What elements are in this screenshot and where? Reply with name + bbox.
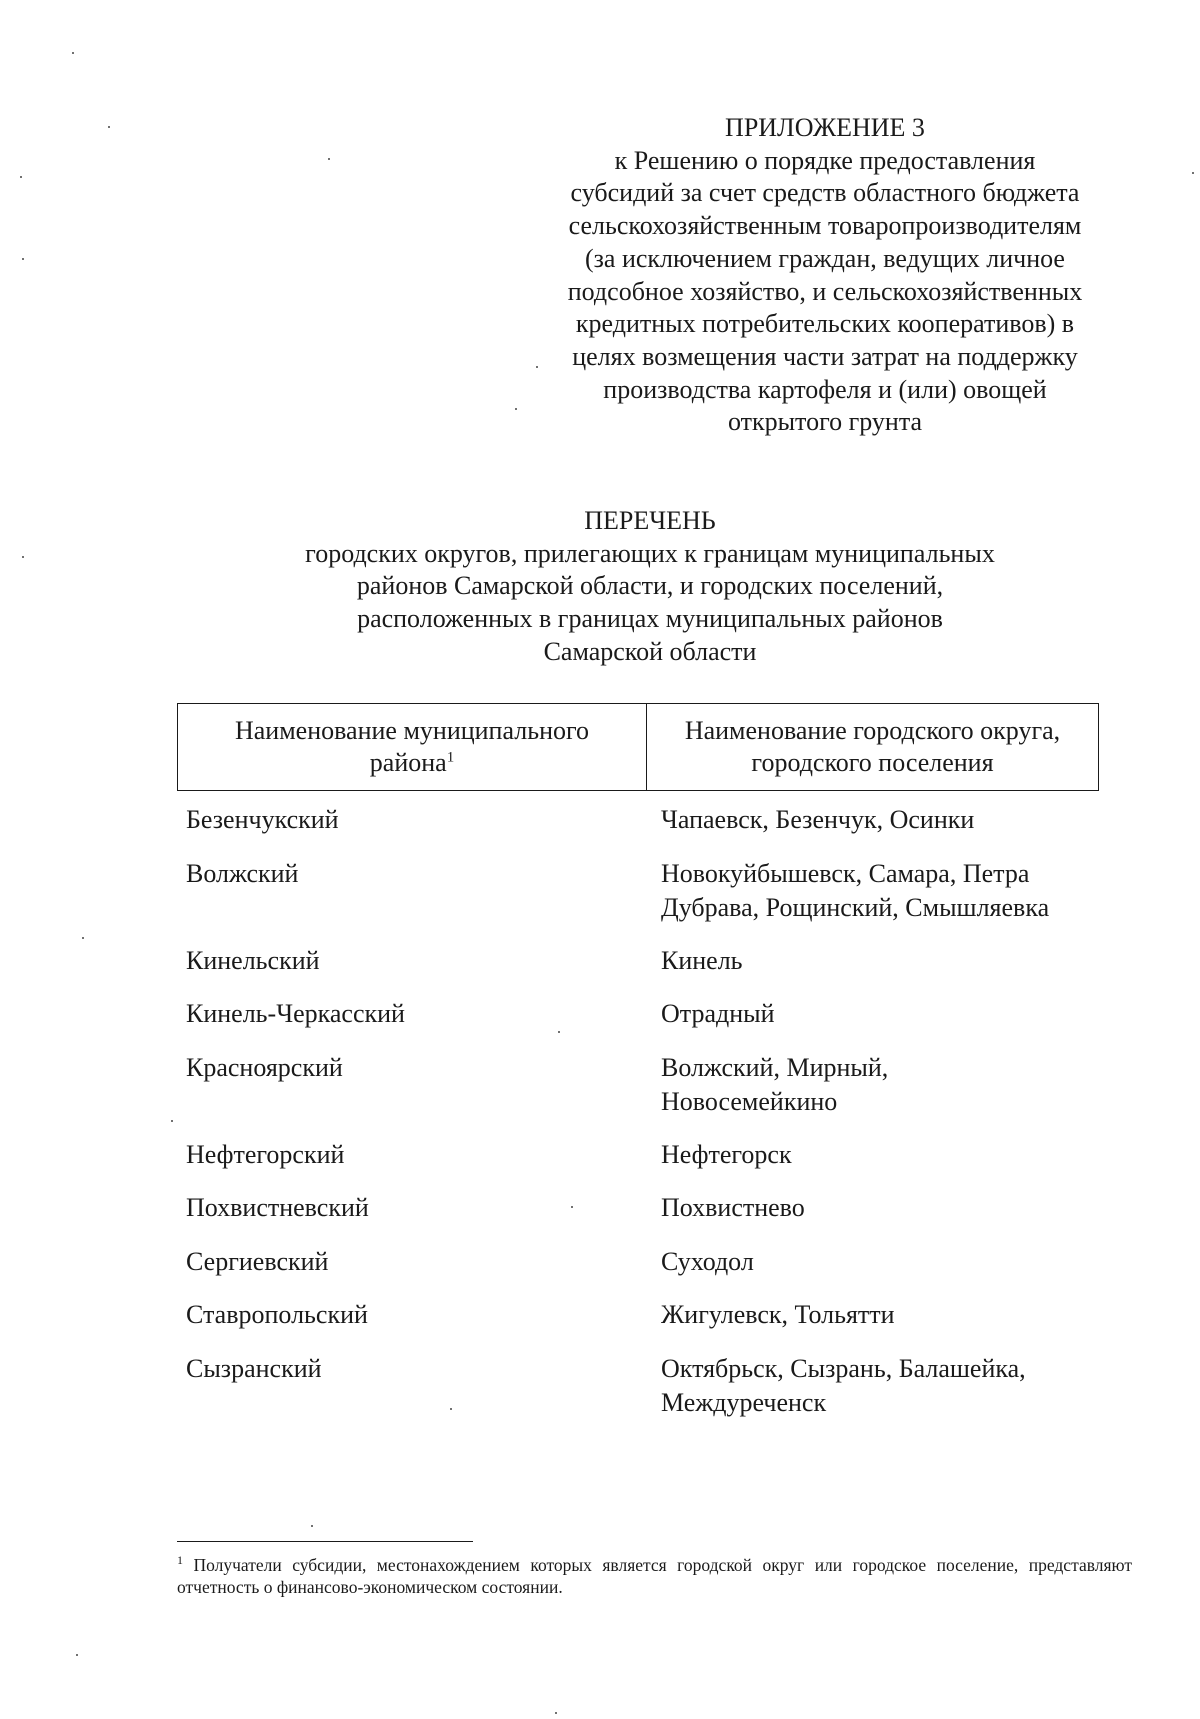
district-cell (177, 944, 647, 998)
settlement-names: Новосемейкино (661, 1086, 838, 1116)
appendix-line: (за исключением граждан, ведущих личное (585, 243, 1065, 273)
appendix-line: к Решению о порядке предоставления (614, 145, 1036, 175)
scan-speck (450, 1408, 452, 1410)
header-district-line-1: Наименование муниципального (234, 716, 590, 745)
scan-speck (76, 1654, 78, 1656)
district-cell (177, 1352, 647, 1439)
scan-speck (72, 52, 74, 54)
scan-speck (108, 126, 110, 128)
scan-speck (82, 937, 84, 939)
table-row (177, 1352, 1099, 1439)
list-subtitle-line: городских округов, прилегающих к границам муниципальных (305, 538, 995, 568)
table-row (177, 1245, 1099, 1299)
table-row (177, 997, 1099, 1051)
appendix-line: сельскохозяйственным товаропроизводителям (568, 211, 1082, 241)
scan-speck (22, 258, 24, 260)
list-subtitle-line: районов Самарской области, и городских поселений, (356, 571, 944, 601)
district-cell (177, 857, 647, 944)
appendix-line: открытого грунта (727, 407, 923, 437)
settlement-cell (647, 803, 1099, 857)
district-name: Сергиевский (186, 1246, 329, 1276)
scan-speck (515, 408, 517, 410)
scan-speck (536, 366, 538, 368)
district-cell (177, 1245, 647, 1299)
footnote-text: Получатели субсидии, местонахождением которых является городской округ или городское поселение, представляют отчетность о финансово-экономическом состоянии. (177, 1555, 1133, 1597)
district-cell (177, 1138, 647, 1192)
table-row (177, 1051, 1099, 1138)
appendix-line: подсобное хозяйство, и сельскохозяйственных (567, 276, 1083, 306)
table-row (177, 1138, 1099, 1192)
table-row (177, 944, 1099, 998)
header-district-word: района (369, 748, 447, 777)
settlement-names: Чапаевск, Безенчук, Осинки (661, 805, 975, 834)
list-heading: ПЕРЕЧЕНЬ (584, 506, 716, 535)
scan-speck (311, 1525, 313, 1527)
settlement-names: Дубрава, Рощинский, Смышляевка (661, 892, 1050, 922)
district-name: Нефтегорский (186, 1139, 345, 1169)
table-header (177, 703, 1099, 791)
table-row (177, 803, 1099, 857)
district-cell (177, 997, 647, 1051)
district-name: Кинель-Черкасский (186, 999, 405, 1028)
header-settlement (647, 704, 1098, 790)
settlement-names: Кинель (661, 945, 743, 975)
appendix-line: целях возмещения части затрат на поддержку (572, 341, 1078, 371)
district-name: Похвистневский (186, 1193, 369, 1222)
settlement-names: Волжский, Мирный, (661, 1052, 889, 1082)
scan-speck (171, 1120, 173, 1122)
header-settlement-line-2: городского поселения (751, 748, 994, 777)
appendix-line: субсидий за счет средств областного бюджета (570, 178, 1080, 208)
settlement-names: Нефтегорск (661, 1139, 792, 1169)
scan-speck (1192, 172, 1194, 174)
scan-speck (20, 176, 22, 178)
settlement-names: Похвистнево (661, 1193, 805, 1222)
table-row (177, 1191, 1099, 1245)
scan-speck (328, 158, 330, 160)
footnote-rule (177, 1541, 473, 1542)
list-subtitle-line: расположенных в границах муниципальных районов (357, 604, 943, 634)
scan-speck (571, 1206, 573, 1208)
appendix-line: производства картофеля и (или) овощей (603, 374, 1047, 404)
settlement-names: Междуреченск (661, 1387, 827, 1417)
district-name: Ставропольский (186, 1300, 368, 1329)
settlement-cell (647, 1138, 1099, 1192)
district-cell (177, 803, 647, 857)
district-cell (177, 1298, 647, 1352)
footnote-mark: 1 (446, 749, 455, 766)
district-cell (177, 1191, 647, 1245)
scan-speck (22, 556, 24, 558)
footnote (177, 1554, 1132, 1598)
list-subtitle-line: Самарской области (543, 636, 757, 666)
district-name: Красноярский (186, 1052, 343, 1082)
appendix-title: ПРИЛОЖЕНИЕ 3 (725, 113, 925, 142)
district-name: Безенчукский (186, 805, 339, 834)
district-name: Волжский (186, 858, 299, 888)
district-cell (177, 1051, 647, 1138)
table-row (177, 857, 1099, 944)
header-district (178, 704, 647, 790)
settlement-cell (647, 1298, 1099, 1352)
list-title (200, 505, 1100, 669)
settlement-cell (647, 944, 1099, 998)
settlement-cell (647, 1191, 1099, 1245)
settlement-cell (647, 1352, 1099, 1439)
appendix-line: кредитных потребительских кооперативов) в (575, 309, 1075, 339)
table-body (177, 803, 1099, 1439)
appendix-header (540, 112, 1110, 439)
settlement-cell (647, 1245, 1099, 1299)
district-name: Кинельский (186, 945, 320, 975)
header-district-line-2 (370, 747, 454, 779)
settlement-cell (647, 857, 1099, 944)
table-row (177, 1298, 1099, 1352)
footnote-number: 1 (177, 1553, 183, 1568)
settlement-names: Суходол (661, 1246, 754, 1276)
scan-speck (558, 1031, 560, 1033)
settlement-names: Жигулевск, Тольятти (661, 1300, 895, 1329)
settlement-names: Отрадный (661, 999, 775, 1028)
district-name: Сызранский (186, 1353, 322, 1383)
settlement-cell (647, 1051, 1099, 1138)
header-settlement-line-1: Наименование городского округа, (684, 716, 1061, 745)
settlement-names: Октябрьск, Сызрань, Балашейка, (661, 1353, 1026, 1383)
districts-table (177, 703, 1099, 1439)
settlement-cell (647, 997, 1099, 1051)
scan-speck (555, 1712, 557, 1714)
settlement-names: Новокуйбышевск, Самара, Петра (661, 858, 1030, 888)
